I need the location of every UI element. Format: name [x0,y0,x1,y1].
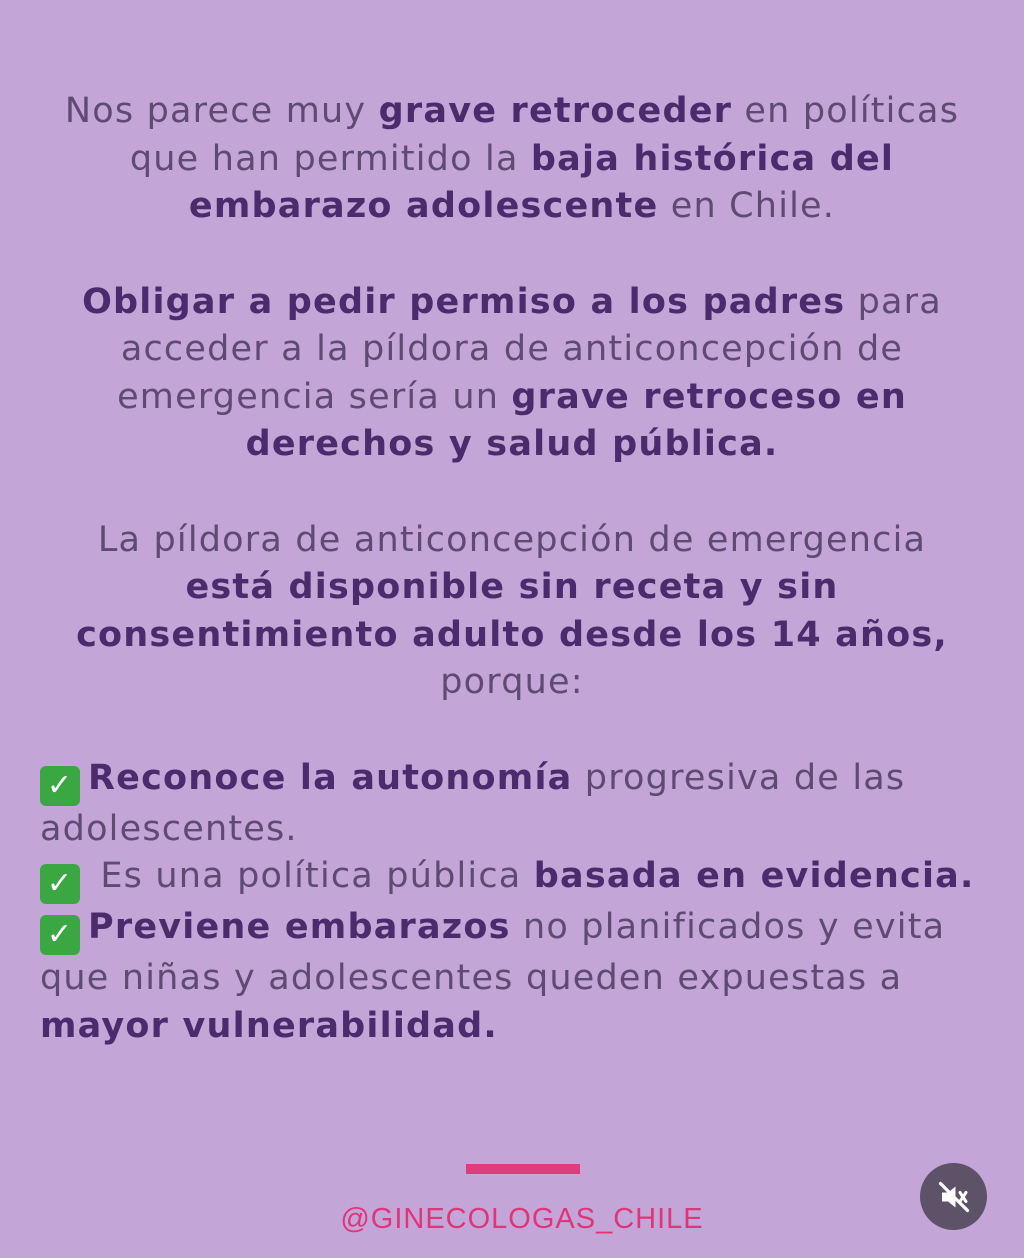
check-box-icon: ✓ [40,766,80,806]
bold-segment: Obligar a pedir permiso a los padres [82,281,846,322]
footer-divider [466,1164,580,1174]
bold-segment: grave retroceder [378,91,733,131]
text-segment: en políticas que han permitido la [129,91,960,179]
text-segment: La píldora de anticoncepción de emergencia [97,519,927,560]
paragraph-1 [40,88,984,231]
check-box-icon: ✓ [40,915,80,955]
check-box-icon: ✓ [40,864,80,904]
bold-segment: Reconoce la autonomía [88,757,573,798]
volume-muted-icon [936,1179,972,1215]
paragraph-3 [40,517,984,707]
list-item [40,853,984,904]
bold-segment: está disponible sin receta y sin consentimiento adulto desde los 14 años, [76,567,948,655]
list-item [40,904,984,1050]
list-item [40,755,984,854]
mute-button[interactable] [920,1163,987,1230]
text-segment: Es una política pública [88,856,534,896]
account-handle: @GINECOLOGAS_CHILE [340,1203,704,1235]
bold-segment: mayor vulnerabilidad. [40,1005,498,1046]
reasons-list [40,755,984,1051]
text-segment: en Chile. [658,186,836,226]
bold-segment: grave retroceso en derechos y salud pública. [245,376,907,464]
text-segment: Nos parece muy [64,91,379,131]
bold-segment: Previene embarazos [88,907,511,947]
post-content [40,88,984,1050]
text-segment: progresiva de las adolescentes. [40,757,906,849]
bold-segment: basada en evidencia. [533,856,975,896]
text-segment: porque: [440,662,584,702]
text-segment: para acceder a la píldora de anticoncepción de emergencia sería un [117,281,942,417]
bold-segment: baja histórica del embarazo adolescente [188,138,895,226]
paragraph-2 [40,279,984,469]
text-segment: no planificados y evita que niñas y adolescentes queden expuestas a [40,907,946,998]
